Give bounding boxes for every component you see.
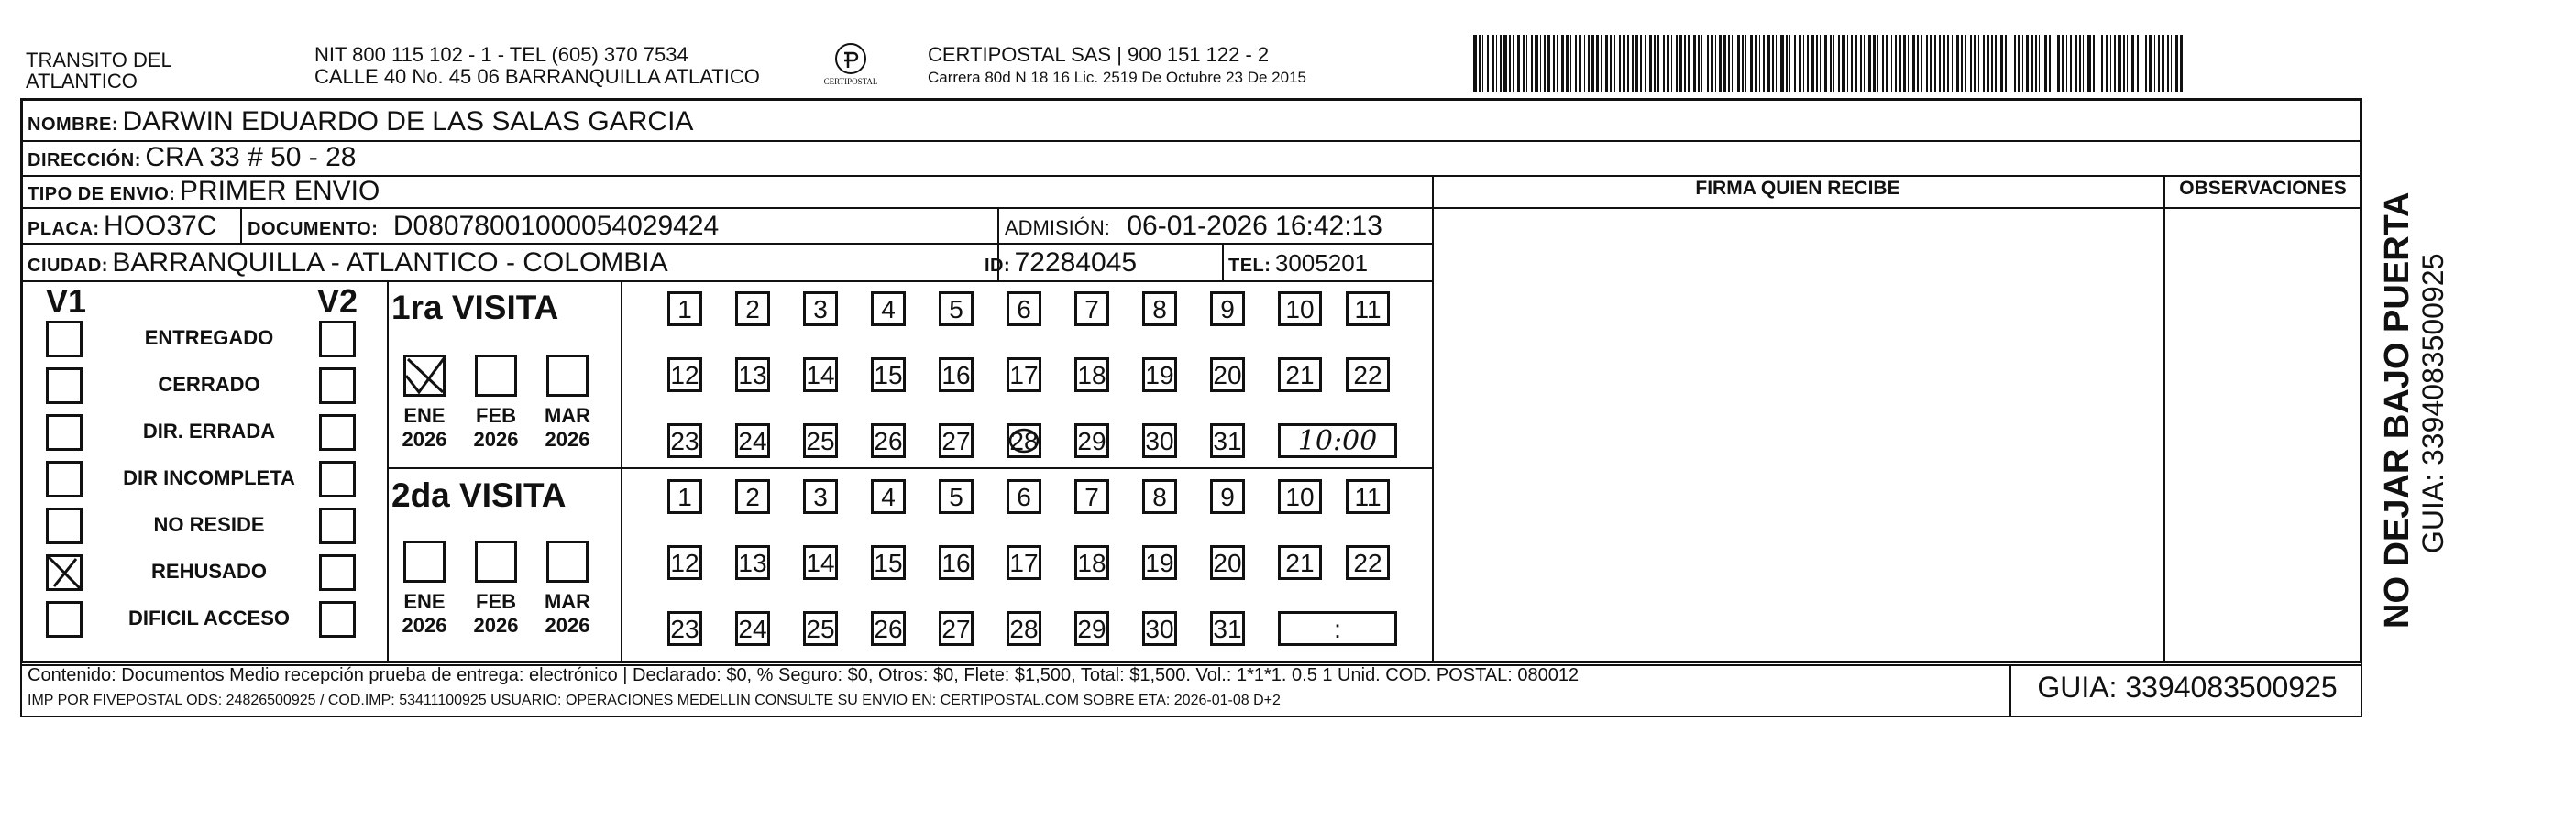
admision-cell [1005, 211, 1382, 246]
day-box[interactable]: 12 [667, 545, 702, 580]
ciudad-label: CIUDAD: [28, 256, 108, 276]
side-guia: GUIA: 3394083500925 [2416, 253, 2449, 553]
day-box[interactable]: 29 [1074, 423, 1109, 458]
v2-checkbox[interactable] [319, 461, 356, 497]
contact-line2: CALLE 40 No. 45 06 BARRANQUILLA ATLATICO [314, 65, 760, 88]
id-label: ID: [985, 256, 1011, 276]
day-box[interactable]: 30 [1142, 611, 1177, 646]
v1-checkbox[interactable] [46, 601, 83, 638]
tel-cell [1228, 247, 1368, 283]
day-number: 28 [1009, 427, 1039, 455]
day-box[interactable]: 6 [1007, 291, 1041, 326]
ciudad-cell [28, 247, 668, 283]
day-box[interactable]: 20 [1210, 357, 1245, 392]
day-box[interactable]: 5 [939, 479, 974, 514]
contact-line1: NIT 800 115 102 - 1 - TEL (605) 370 7534 [314, 43, 688, 66]
status-label: CERRADO [158, 373, 260, 396]
day-box[interactable]: 15 [871, 357, 906, 392]
day-box[interactable]: 31 [1210, 423, 1245, 458]
direccion-label: DIRECCIÓN: [28, 150, 141, 170]
day-box[interactable]: 18 [1074, 357, 1109, 392]
day-box[interactable]: 13 [735, 545, 770, 580]
tipo-envio-label: TIPO DE ENVIO: [28, 184, 176, 204]
day-box[interactable]: 16 [939, 357, 974, 392]
month-year: 2026 [473, 428, 519, 451]
footer-guia: GUIA: 3394083500925 [2037, 671, 2338, 704]
day-box[interactable]: 12 [667, 357, 702, 392]
day-box[interactable]: 27 [939, 611, 974, 646]
day-box[interactable]: 22 [1346, 545, 1390, 580]
month-label: ENE [403, 590, 446, 613]
carrier-line1: CERTIPOSTAL SAS | 900 151 122 - 2 [928, 43, 1270, 66]
day-box[interactable]: 19 [1142, 357, 1177, 392]
day-box[interactable]: 1 [667, 479, 702, 514]
day-box[interactable]: 26 [871, 423, 906, 458]
side-warning: NO DEJAR BAJO PUERTA [2378, 191, 2416, 629]
month-label: MAR [544, 590, 591, 613]
admision-value: 06-01-2026 16:42:13 [1127, 211, 1382, 241]
status-label: DIR INCOMPLETA [123, 466, 295, 489]
tipo-envio-row [28, 176, 380, 212]
time-box[interactable]: 10:00 [1278, 423, 1397, 458]
tel-value: 3005201 [1274, 249, 1369, 277]
nombre-value: DARWIN EDUARDO DE LAS SALAS GARCIA [122, 106, 694, 137]
month-label: ENE [403, 404, 446, 427]
documento-value: D08078001000054029424 [392, 211, 720, 241]
day-box[interactable]: 6 [1007, 479, 1041, 514]
day-box[interactable]: 3 [803, 291, 838, 326]
day-box[interactable]: 7 [1074, 479, 1109, 514]
day-box[interactable]: 9 [1210, 291, 1245, 326]
month-year: 2026 [545, 428, 590, 451]
day-box[interactable]: 24 [735, 423, 770, 458]
day-box[interactable]: 3 [803, 479, 838, 514]
firma-header: FIRMA QUIEN RECIBE [1695, 178, 1900, 199]
day-box[interactable]: 26 [871, 611, 906, 646]
day-box[interactable]: 27 [939, 423, 974, 458]
footer-line2: IMP POR FIVEPOSTAL ODS: 24826500925 / COD.IMP: 53411100925 USUARIO: OPERACIONES MEDELLIN CONSULTE SU ENVIO EN: CERTIPOSTAL.COM SOBRE ETA: 2026-01-08 D+2 [28, 693, 1281, 708]
observaciones-area[interactable] [2167, 211, 2359, 658]
day-box[interactable]: 5 [939, 291, 974, 326]
barcode [1471, 35, 2186, 92]
certipostal-logo [814, 40, 887, 97]
month-year: 2026 [402, 614, 447, 637]
day-box[interactable]: 21 [1278, 357, 1322, 392]
day-box[interactable]: 1 [667, 291, 702, 326]
v1-checkbox[interactable] [46, 414, 83, 451]
day-box[interactable] [1007, 423, 1041, 458]
day-box[interactable]: 23 [667, 611, 702, 646]
day-box[interactable]: 24 [735, 611, 770, 646]
day-box[interactable]: 11 [1346, 479, 1390, 514]
id-cell [985, 247, 1137, 283]
carrier-line2: Carrera 80d N 18 16 Lic. 2519 De Octubre 23 De 2015 [928, 69, 1306, 86]
placa-cell [28, 211, 216, 246]
org-name-line2: ATLANTICO [26, 70, 138, 93]
status-label: DIR. ERRADA [142, 420, 276, 443]
direccion-value: CRA 33 # 50 - 28 [145, 142, 357, 172]
status-label: REHUSADO [151, 560, 267, 583]
observaciones-header: OBSERVACIONES [2179, 178, 2347, 199]
v1-checkbox[interactable] [46, 321, 83, 357]
day-box[interactable]: 4 [871, 479, 906, 514]
month-label: FEB [476, 590, 516, 613]
day-box[interactable]: 14 [803, 357, 838, 392]
placa-value: HOO37C [104, 211, 217, 241]
month-label: FEB [476, 404, 516, 427]
day-box[interactable]: 21 [1278, 545, 1322, 580]
footer-line1: Contenido: Documentos Medio recepción prueba de entrega: electrónico | Declarado: $0, % Seguro: $0, Otros: $0, Flete: $1,500, Total: $1,500. Vol.: 1*1*1. 0.5 1 Unid. COD. POSTAL: 080012 [28, 665, 1580, 685]
month-year: 2026 [473, 614, 519, 637]
month-label: MAR [544, 404, 591, 427]
id-value: 72284045 [1014, 247, 1138, 278]
nombre-row [28, 106, 693, 142]
status-label: ENTREGADO [144, 326, 274, 349]
day-box[interactable]: 8 [1142, 479, 1177, 514]
check-mark-icon [402, 352, 448, 398]
day-box[interactable]: 29 [1074, 611, 1109, 646]
check-mark-icon [43, 552, 80, 588]
visit2-title: 2da VISITA [391, 476, 567, 514]
day-box[interactable]: 25 [803, 423, 838, 458]
day-box[interactable]: 30 [1142, 423, 1177, 458]
visit1-title: 1ra VISITA [391, 289, 559, 326]
documento-cell [248, 211, 719, 246]
month-year: 2026 [402, 428, 447, 451]
day-box[interactable]: 10 [1278, 291, 1322, 326]
day-box[interactable]: 14 [803, 545, 838, 580]
documento-label: DOCUMENTO: [248, 219, 379, 239]
day-box[interactable]: 17 [1007, 545, 1041, 580]
tel-label: TEL: [1228, 256, 1271, 276]
admision-label: ADMISIÓN: [1005, 216, 1110, 239]
v2-label: V2 [317, 282, 358, 320]
day-box[interactable]: 10 [1278, 479, 1322, 514]
time-box[interactable]: : [1278, 611, 1397, 646]
v2-checkbox[interactable] [319, 601, 356, 638]
v1-checkbox[interactable] [46, 508, 83, 544]
month-checkbox[interactable] [546, 541, 589, 583]
day-box[interactable]: 11 [1346, 291, 1390, 326]
month-checkbox[interactable] [546, 355, 589, 397]
month-checkbox[interactable] [475, 541, 517, 583]
v2-checkbox[interactable] [319, 321, 356, 357]
day-box[interactable]: 28 [1007, 611, 1041, 646]
day-box[interactable]: 25 [803, 611, 838, 646]
day-box[interactable]: 20 [1210, 545, 1245, 580]
day-box[interactable]: 17 [1007, 357, 1041, 392]
v1-checkbox[interactable] [46, 554, 83, 591]
day-box[interactable]: 2 [735, 479, 770, 514]
month-checkbox[interactable] [475, 355, 517, 397]
v2-checkbox[interactable] [319, 367, 356, 404]
v2-checkbox[interactable] [319, 508, 356, 544]
month-checkbox[interactable] [403, 541, 446, 583]
v2-checkbox[interactable] [319, 414, 356, 451]
status-label: DIFICIL ACCESO [127, 607, 290, 629]
circle-mark-icon [1007, 423, 1041, 458]
v1-label: V1 [46, 282, 87, 320]
logo-text: CERTIPOSTAL [823, 77, 878, 86]
day-box[interactable]: 31 [1210, 611, 1245, 646]
v2-checkbox[interactable] [319, 554, 356, 591]
org-name-line1: TRANSITO DEL [26, 49, 172, 71]
day-box[interactable]: 18 [1074, 545, 1109, 580]
v1-checkbox[interactable] [46, 367, 83, 404]
day-box[interactable]: 15 [871, 545, 906, 580]
status-label: NO RESIDE [153, 513, 265, 536]
day-box[interactable]: 16 [939, 545, 974, 580]
day-box[interactable]: 9 [1210, 479, 1245, 514]
day-box[interactable]: 8 [1142, 291, 1177, 326]
day-box[interactable]: 4 [871, 291, 906, 326]
day-box[interactable]: 2 [735, 291, 770, 326]
nombre-label: NOMBRE: [28, 115, 119, 135]
day-box[interactable]: 22 [1346, 357, 1390, 392]
firma-area[interactable] [1436, 211, 2160, 658]
placa-label: PLACA: [28, 219, 100, 239]
month-checkbox[interactable] [403, 355, 446, 397]
day-box[interactable]: 19 [1142, 545, 1177, 580]
tipo-envio-value: PRIMER ENVIO [179, 176, 380, 206]
ciudad-value: BARRANQUILLA - ATLANTICO - COLOMBIA [112, 247, 668, 278]
month-year: 2026 [545, 614, 590, 637]
v1-checkbox[interactable] [46, 461, 83, 497]
direccion-row [28, 142, 357, 178]
day-box[interactable]: 23 [667, 423, 702, 458]
day-box[interactable]: 13 [735, 357, 770, 392]
day-box[interactable]: 7 [1074, 291, 1109, 326]
